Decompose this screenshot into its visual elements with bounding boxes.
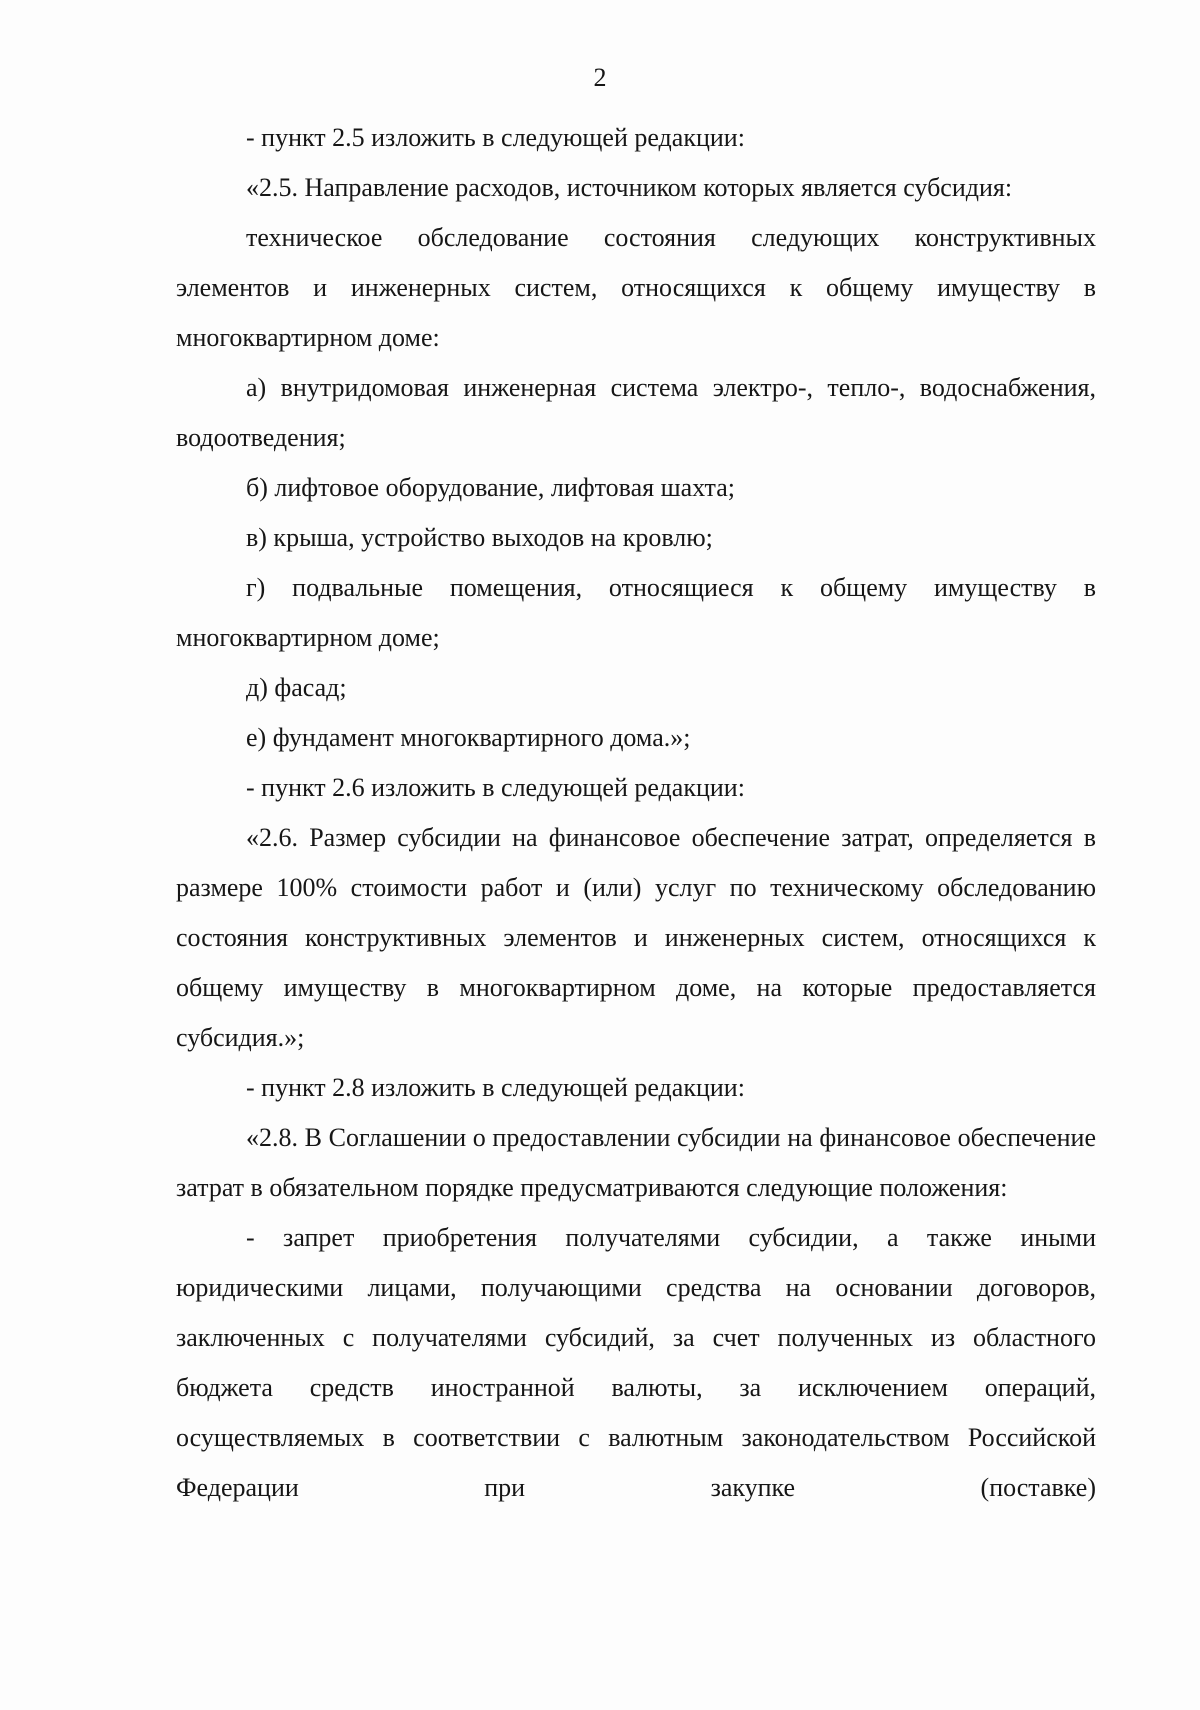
paragraph-3: техническое обследование состояния следующих конструктивных элементов и инженерных систем, относящихся к общему имуществу в многоквартирном доме: [176,223,1096,352]
paragraph-2: «2.5. Направление расходов, источником которых является субсидия: [246,173,1013,202]
paragraph-12: - пункт 2.8 изложить в следующей редакции: [246,1073,745,1102]
paragraph-9: е) фундамент многоквартирного дома.»; [246,723,691,752]
paragraph-6: в) крыша, устройство выходов на кровлю; [246,523,713,552]
paragraph-14: - запрет приобретения получателями субсидии, а также иными юридическими лицами, получающими средства на основании договоров, заключенных с получателями субсидий, за счет полученных из областного бюджета средств иностранной валюты, за исключением операций, осуществляемых в соответствии с валютным законодательством Российской Федерации при закупке (поставке) [176,1223,1096,1502]
paragraph-11: «2.6. Размер субсидии на финансовое обеспечение затрат, определяется в размере 100% стоимости работ и (или) услуг по техническому обследованию состояния конструктивных элементов и инженерных систем, относящихся к общему имуществу в многоквартирном доме, на которые предоставляется субсидия.»; [176,823,1096,1052]
document-body [176,113,1096,1513]
paragraph-4: а) внутридомовая инженерная система электро-, тепло-, водоснабжения, водоотведения; [176,373,1096,452]
paragraph-10: - пункт 2.6 изложить в следующей редакции: [246,773,745,802]
paragraph-5: б) лифтовое оборудование, лифтовая шахта; [246,473,735,502]
paragraph-8: д) фасад; [246,673,347,702]
page-number: 2 [593,63,607,92]
paragraph-7: г) подвальные помещения, относящиеся к общему имуществу в многоквартирном доме; [176,573,1096,652]
paragraph-1: - пункт 2.5 изложить в следующей редакции: [246,123,745,152]
paragraph-13: «2.8. В Соглашении о предоставлении субсидии на финансовое обеспечение затрат в обязательном порядке предусматриваются следующие положения: [176,1123,1096,1202]
